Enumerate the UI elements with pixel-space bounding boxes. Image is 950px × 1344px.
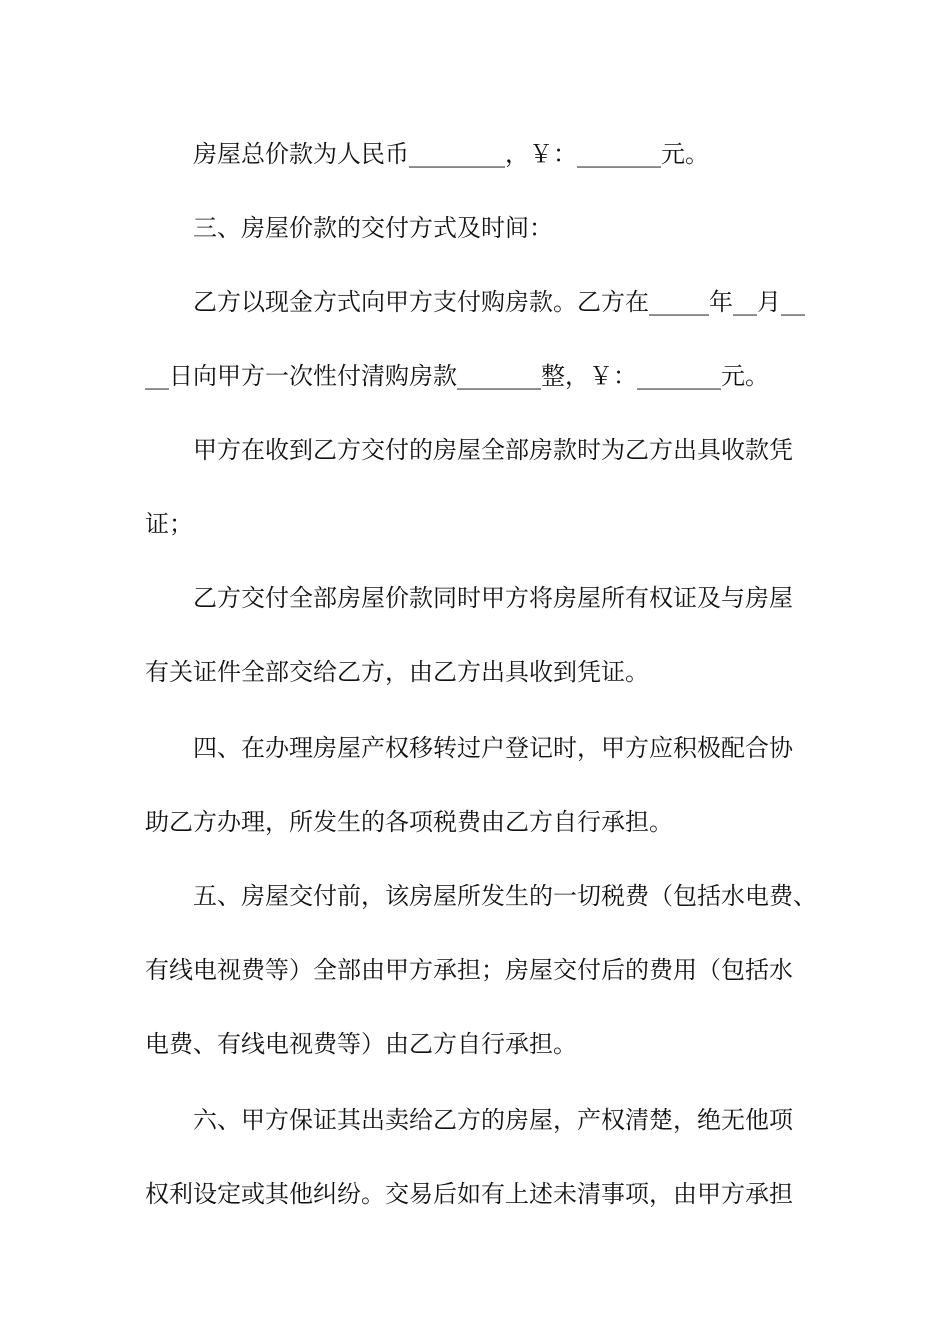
section-five-line-1: 五、房屋交付前，该房屋所发生的一切税费（包括水电费、: [193, 882, 817, 910]
text-line-certificate-2: 有关证件全部交给乙方，由乙方出具收到凭证。: [145, 658, 649, 686]
section-four-line-2: 助乙方办理，所发生的各项税费由乙方自行承担。: [145, 808, 673, 836]
text-line-receipt-1: 甲方在收到乙方交付的房屋全部房款时为乙方出具收款凭: [193, 436, 793, 464]
section-six-line-2: 权利设定或其他纠纷。交易后如有上述未清事项，由甲方承担: [145, 1180, 793, 1208]
text-line-certificate-1: 乙方交付全部房屋价款同时甲方将房屋所有权证及与房屋: [193, 584, 793, 612]
text-line-total-price: 房屋总价款为人民币________，￥：_______元。: [193, 140, 709, 168]
text-line-receipt-2: 证；: [145, 510, 193, 538]
section-five-line-2: 有线电视费等）全部由甲方承担；房屋交付后的费用（包括水: [145, 956, 793, 984]
text-line-payment-1: 乙方以现金方式向甲方支付购房款。乙方在_____年__月__: [193, 288, 805, 316]
text-line-payment-2: __日向甲方一次性付清购房款_______整，￥：_______元。: [145, 362, 769, 390]
section-three-heading: 三、房屋价款的交付方式及时间：: [193, 214, 553, 242]
section-five-line-3: 电费、有线电视费等）由乙方自行承担。: [145, 1030, 577, 1058]
section-six-line-1: 六、甲方保证其出卖给乙方的房屋，产权清楚，绝无他项: [193, 1106, 793, 1134]
section-four-line-1: 四、在办理房屋产权移转过户登记时，甲方应积极配合协: [193, 734, 793, 762]
